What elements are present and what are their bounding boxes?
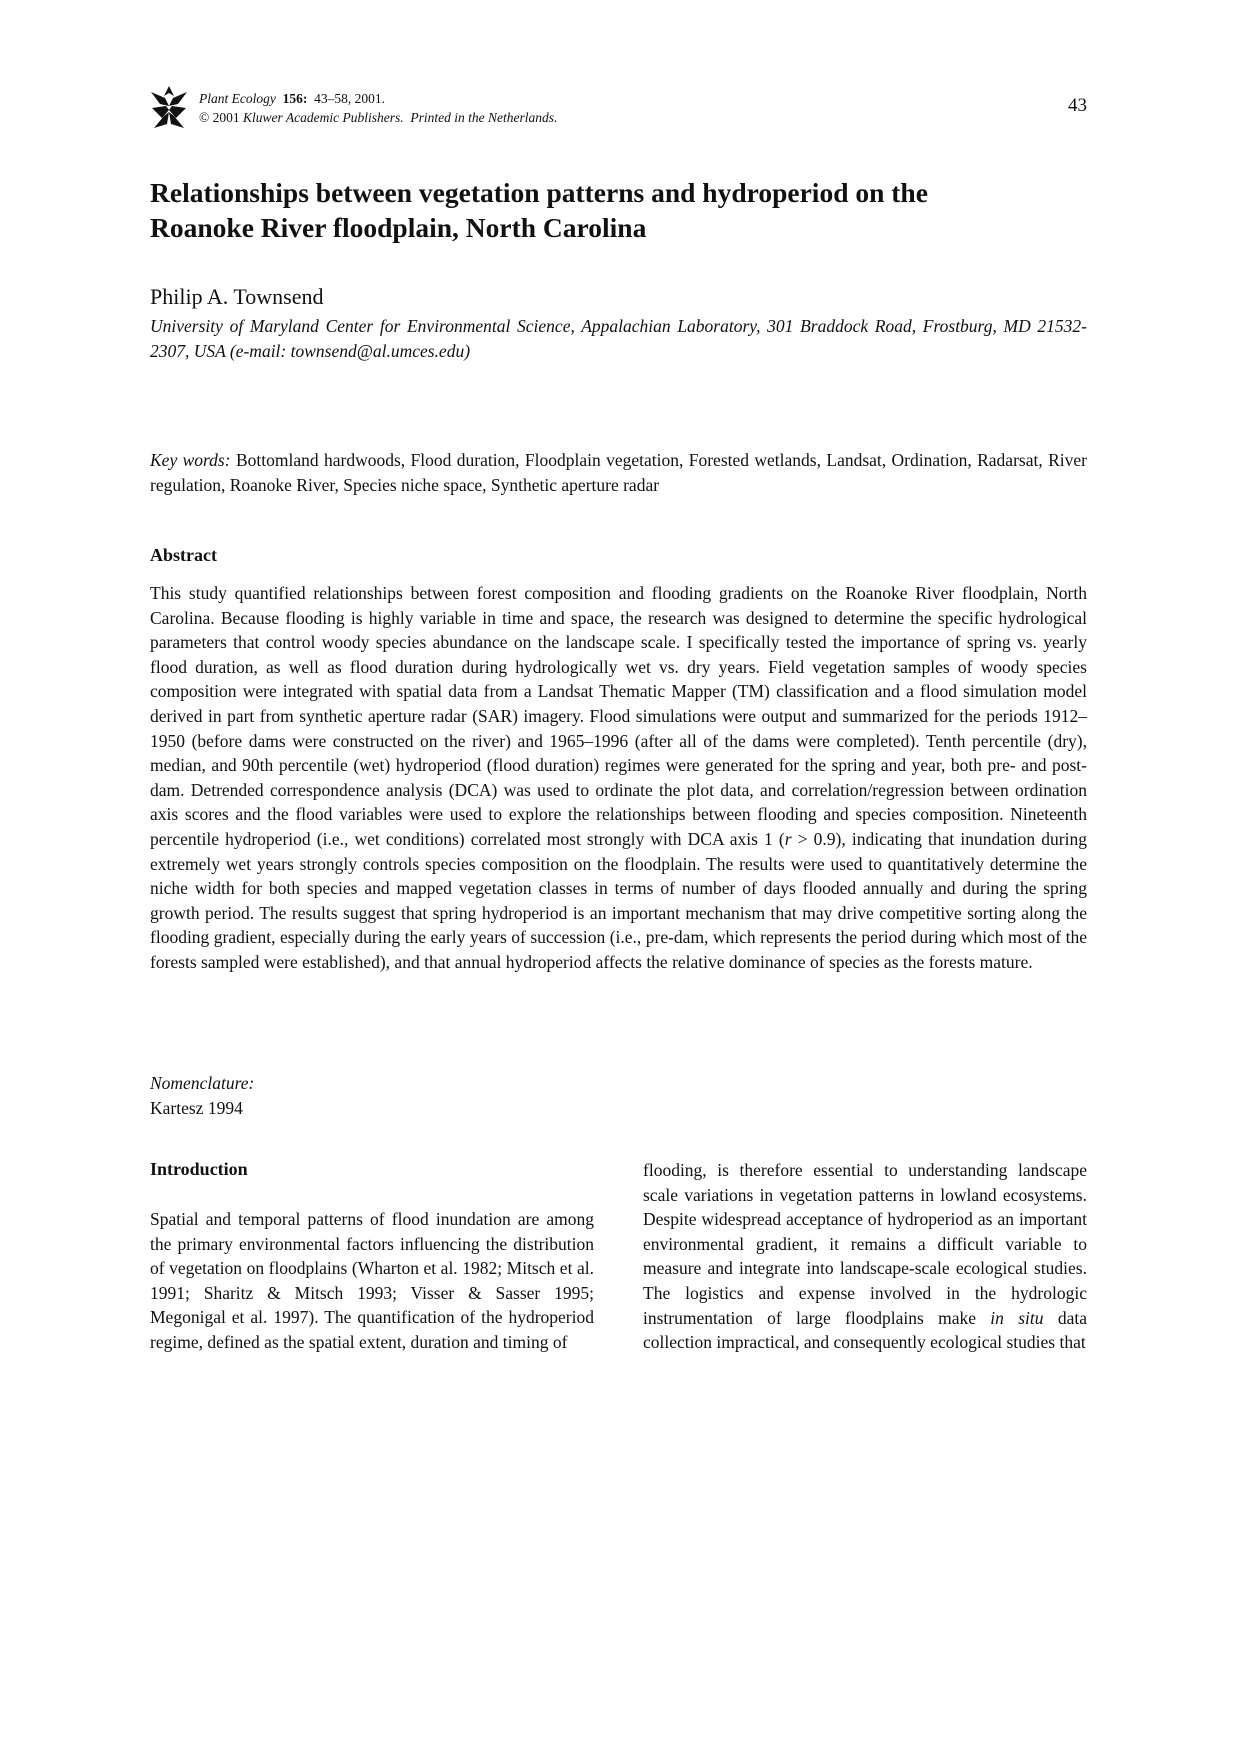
journal-citation [199,89,557,127]
intro-right-part-1: flooding, is therefore essential to understanding landscape scale variations in vegetation patterns in lowland ecosystems. Despite widespread acceptance of hydroperiod as an important environmental gradient, it remains a difficult variable to measure and integrate into landscape-scale ecological studies. The logistics and expense involved in the hydrologic instrumentation of large floodplains make [643,1160,1087,1328]
introduction-right-column [643,1158,1087,1355]
paper-title-line-2: Roanoke River floodplain, North Carolina [150,212,647,243]
copyright-year: 2001 [212,110,240,125]
journal-name: Plant Ecology [199,91,276,106]
nomenclature-label: Nomenclature: [150,1073,255,1093]
intro-right-part-2: data collection impractical, and consequently ecological studies that [643,1307,1087,1353]
paper-title [150,175,1050,245]
abstract-text [150,581,1087,975]
journal-volume: 156: [282,91,308,106]
paper-title-line-1: Relationships between vegetation patterns and hydroperiod on the [150,177,928,208]
author-name: Philip A. Townsend [150,284,324,309]
abstract-text-part-2: > 0.9), indicating that inundation during extremely wet years strongly controls species composition on the floodplain. The results were used to quantitatively determine the niche width for both species and mapped vegetation classes in terms of number of days flooded annually and during the spring growth period. The results suggest that spring hydroperiod is an important mechanism that may drive competitive sorting along the flooding gradient, especially during the early years of succession (i.e., pre-dam, which represents the period during which most of the forests sampled were established), and that annual hydroperiod affects the relative dominance of species as the forests mature. [150,828,1087,972]
nomenclature-value: Kartesz 1994 [150,1098,243,1118]
author-affiliation: University of Maryland Center for Environmental Science, Appalachian Laboratory, 301 Braddock Road, Frostburg, MD 21532-2307, USA (e-mail: townsend@al.umces.edu) [150,316,1087,361]
journal-line-2 [199,108,557,127]
intro-right-italic: in situ [990,1307,1044,1328]
keywords [150,448,1087,498]
abstract-heading: Abstract [150,545,217,565]
keywords-text: Bottomland hardwoods, Flood duration, Floodplain vegetation, Forested wetlands, Landsat, Ordination, Radarsat, River regulation, Roanoke River, Species niche space, Synthetic aperture radar [150,450,1087,495]
introduction-left-column: Spatial and temporal patterns of flood inundation are among the primary environmental factors influencing the distribution of vegetation on floodplains (Wharton et al. 1982; Mitsch et al. 1991; Sharitz & Mitsch 1993; Visser & Sasser 1995; Megonigal et al. 1997). The quantification of the hydroperiod regime, defined as the spatial extent, duration and timing of [150,1209,594,1352]
publisher-name: Kluwer Academic Publishers. [243,110,404,125]
keywords-label: Key words: [150,450,231,470]
introduction-heading: Introduction [150,1159,248,1179]
abstract-text-part-1: This study quantified relationships between forest composition and flooding gradients on the Roanoke River floodplain, North Carolina. Because flooding is highly variable in time and space, the research was designed to determine the specific hydrological parameters that control woody species abundance on the landscape scale. I specifically tested the importance of spring vs. yearly flood duration, as well as flood duration during hydrologically wet vs. dry years. Field vegetation samples of woody species composition were integrated with spatial data from a Landsat Thematic Mapper (TM) classification and a flood simulation model derived in part from synthetic aperture radar (SAR) imagery. Flood simulations were output and summarized for the periods 1912–1950 (before dams were constructed on the river) and 1965–1996 (after all of the dams were completed). Tenth percentile (dry), median, and 90th percentile (wet) hydroperiod (flood duration) regimes were generated for the spring and year, both pre- and post-dam. Detrended correspondence analysis (DCA) was used to ordinate the plot data, and correlation/regression between ordination axis scores and the flood variables were used to explore the relationships between flooding and species composition. Nineteenth percentile hydroperiod (i.e., wet conditions) correlated most strongly with DCA axis 1 ( [150,583,1087,849]
printed-location: Printed in the Netherlands. [410,110,558,125]
correlation-symbol: r [784,828,792,849]
copyright-symbol: © [199,110,210,125]
journal-line-1 [199,89,557,108]
kluwer-logo-icon [150,84,188,130]
journal-pages-year: 43–58, 2001. [314,91,385,106]
page-number: 43 [1068,95,1087,116]
